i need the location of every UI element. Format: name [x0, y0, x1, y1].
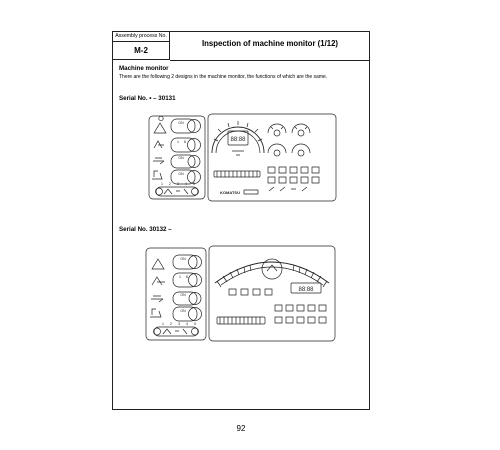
svg-text:3: 3 [177, 182, 179, 186]
svg-text:8: 8 [184, 140, 186, 144]
switch-row-3 [153, 155, 200, 168]
section-description: There are the following 2 designs in the machine monitor, the functions of which are the same. [119, 74, 328, 80]
bottom-buttons-1 [156, 187, 199, 196]
svg-text:5: 5 [194, 322, 196, 326]
serial-label-2: Serial No. 30132 – [119, 226, 172, 233]
switch-row-2-3 [151, 292, 201, 305]
svg-text:2: 2 [169, 182, 171, 186]
svg-text:1: 1 [161, 182, 163, 186]
lcd-readout: 88:88 [230, 137, 246, 143]
svg-text:4: 4 [185, 182, 187, 186]
brand-text: KOMATSU [220, 190, 240, 195]
gauge-panel-1 [208, 114, 336, 201]
svg-text:8: 8 [186, 275, 188, 279]
switch-label-on-1: ON [178, 121, 184, 125]
switch-row-1 [154, 116, 201, 133]
svg-text:ON: ON [178, 172, 184, 176]
svg-text:ON: ON [180, 309, 186, 313]
document-frame [112, 31, 370, 410]
svg-text:ON: ON [180, 257, 186, 261]
svg-text:5: 5 [193, 182, 195, 186]
svg-text:1: 1 [162, 322, 164, 326]
svg-text:1: 1 [179, 275, 181, 279]
indicator-row-2 [229, 289, 272, 295]
svg-text:4: 4 [186, 322, 188, 326]
svg-text:2: 2 [170, 322, 172, 326]
warning-lamps-2 [275, 305, 326, 323]
lcd-readout-2: 88:88 [298, 287, 314, 293]
small-gauges-1 [268, 124, 310, 156]
page-title: Inspection of machine monitor (1/12) [201, 39, 339, 48]
page-number: 92 [236, 424, 246, 433]
monitor-diagram-1 [148, 113, 338, 203]
bottom-buttons-2 [154, 327, 199, 336]
switch-row-2-1 [152, 255, 202, 269]
switch-row-2 [154, 138, 201, 152]
mode-number-row-2 [162, 322, 196, 326]
process-number-box [113, 32, 170, 60]
svg-text:3: 3 [178, 322, 180, 326]
process-number: M-2 [134, 46, 148, 55]
svg-text:ON: ON [178, 156, 184, 160]
assembly-process-label: Assembly process No. [113, 32, 169, 42]
monitor-diagram-2 [145, 245, 337, 343]
header-divider [170, 60, 370, 61]
svg-text:1: 1 [177, 140, 179, 144]
svg-text:ON: ON [180, 293, 186, 297]
switch-row-2-2 [152, 273, 202, 287]
section-heading: Machine monitor [119, 65, 169, 72]
serial-label-1: Serial No. • – 30131 [119, 95, 176, 102]
switch-row-2-4 [150, 307, 202, 321]
main-speed-gauge [212, 121, 264, 155]
warning-lamps-1 [268, 167, 319, 191]
switch-panel-1 [149, 116, 205, 199]
